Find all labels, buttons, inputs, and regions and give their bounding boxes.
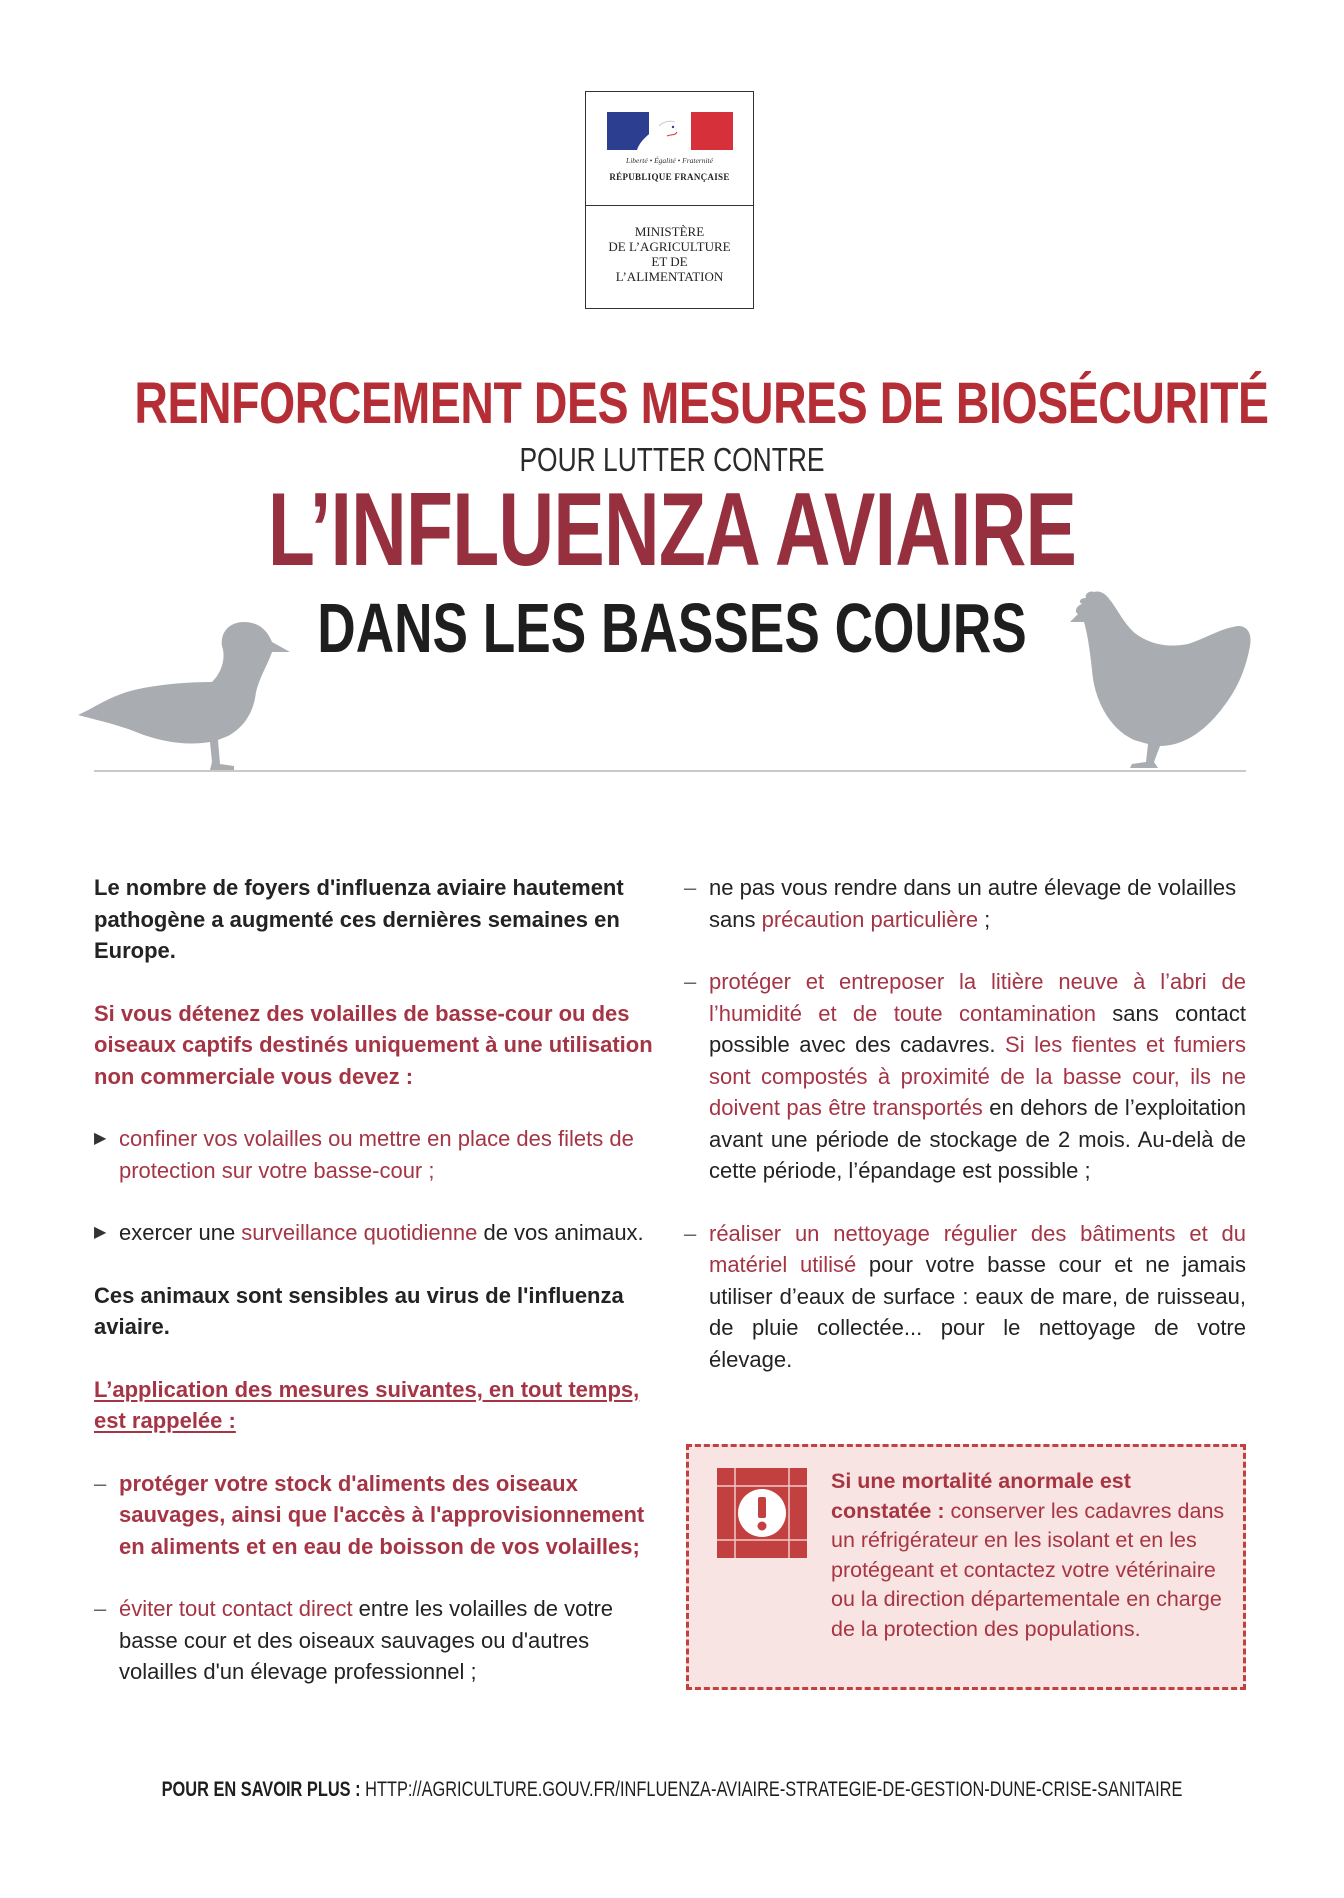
footer-label: POUR EN SAVOIR PLUS : [161, 1778, 361, 1801]
application-heading: L’application des mesures suivantes, en tout temps, est rappelée : [94, 1376, 640, 1433]
ministry-name [586, 224, 753, 284]
list-item [94, 1593, 656, 1688]
hen-silhouette-icon [1068, 588, 1254, 772]
measure-text: ne pas vous rendre dans un autre élevage de volailles sans [709, 875, 1237, 932]
triangle-bullet-icon: ▶ [94, 1224, 107, 1241]
bullet-highlight: surveillance quotidienne [241, 1220, 478, 1245]
title-influenza: L’INFLUENZA AVIAIRE [267, 472, 1077, 588]
alert-heading: Si une mortalité anormale est constatée : [831, 1469, 1131, 1523]
intro-paragraph: Le nombre de foyers d'influenza aviaire hautement pathogène a augmenté ces dernières semaines en Europe. [94, 875, 624, 963]
dash-bullet-icon: – [94, 1470, 107, 1496]
duck-silhouette-icon [76, 620, 292, 772]
ministry-line: L’ALIMENTATION [615, 269, 724, 284]
bullet-text: confiner vos volailles ou mettre en place des filets de protection sur votre basse-cour ; [119, 1126, 634, 1183]
dash-bullet-icon: – [684, 969, 697, 994]
measure-highlight: réaliser un nettoyage régulier des bâtiments et du matériel utilisé [709, 1220, 1246, 1277]
list-item [684, 966, 1246, 1187]
bullet-text: de vos animaux. [477, 1220, 644, 1245]
republic-motto: Liberté • Égalité • Fraternité [626, 156, 713, 165]
right-column [684, 872, 1246, 1406]
footer-url-link[interactable]: HTTP://AGRICULTURE.GOUV.FR/INFLUENZA-AVIAIRE-STRATEGIE-DE-GESTION-DUNE-CRISE-SANITAIRE [360, 1778, 1183, 1801]
republic-name: RÉPUBLIQUE FRANÇAISE [609, 172, 730, 182]
list-item [94, 1217, 656, 1249]
condition-paragraph: Si vous détenez des volailles de basse-cour ou des oiseaux captifs destinés uniquement à une utilisation non commerciale vous devez : [94, 1000, 653, 1089]
list-item [684, 1218, 1246, 1376]
list-item [684, 872, 1246, 935]
marianne-flag-icon [607, 112, 733, 150]
list-item [94, 1468, 656, 1563]
bullet-text: exercer une [119, 1220, 242, 1245]
measure-highlight: précaution particulière [761, 906, 979, 932]
exclamation-icon [717, 1468, 807, 1558]
mortality-alert-box [686, 1444, 1246, 1690]
measure-text: en dehors de l’exploitation avant une période de stockage de 2 mois. Au-delà de cette période, l’épandage est possible ; [709, 1095, 1247, 1183]
sensitive-paragraph: Ces animaux sont sensibles au virus de l'influenza aviaire. [94, 1282, 624, 1339]
footer-more-info [148, 1778, 1196, 1802]
measure-text: pour votre basse cour et ne jamais utiliser d’eaux de surface : eaux de mare, de ruisseau, de pluie collectée... pour le nettoyage de votre élevage. [709, 1252, 1246, 1372]
alert-text [831, 1467, 1236, 1644]
ministry-logo [585, 91, 754, 309]
header-divider [94, 770, 1246, 772]
measure-highlight: éviter tout contact direct [119, 1596, 353, 1621]
measure-text: protéger votre stock d'aliments des oiseaux sauvages, ainsi que l'accès à l'approvisionnement en aliments et en eau de boisson de vos volailles; [119, 1470, 645, 1559]
dash-bullet-icon: – [684, 875, 697, 900]
list-item [94, 1123, 656, 1186]
ministry-line: ET DE [651, 254, 688, 269]
title-basses-cours: DANS LES BASSES COURS [317, 589, 1027, 667]
ministry-line: DE L’AGRICULTURE [608, 239, 731, 254]
title-biosecurity: RENFORCEMENT DES MESURES DE BIOSÉCURITÉ [134, 371, 1269, 436]
measure-highlight: protéger et entreposer la litière neuve à l’abri de l’humidité et de toute contamination [709, 969, 1246, 1026]
title-pour-lutter: POUR LUTTER CONTRE [519, 441, 825, 478]
dash-bullet-icon: – [94, 1596, 107, 1621]
alert-body: conserver les cadavres dans un réfrigérateur en les isolant et en les protégeant et contactez votre vétérinaire ou la direction départementale en charge de la protection des populations. [831, 1498, 1225, 1641]
measure-text: sans contact possible avec des cadavres. [709, 1000, 1246, 1057]
ministry-line: MINISTÈRE [634, 224, 705, 239]
measure-text: ; [978, 906, 991, 932]
triangle-bullet-icon: ▶ [94, 1130, 107, 1147]
dash-bullet-icon: – [684, 1220, 697, 1246]
left-column [94, 872, 656, 1719]
republic-marianne-block [586, 92, 753, 206]
measure-highlight: Si les fientes et fumiers sont compostés à proximité de la basse cour, ils ne doivent pas être transportés [709, 1032, 1246, 1120]
measure-text: entre les volailles de votre basse cour et des oiseaux sauvages ou d'autres volailles d'un élevage professionnel ; [119, 1596, 614, 1684]
